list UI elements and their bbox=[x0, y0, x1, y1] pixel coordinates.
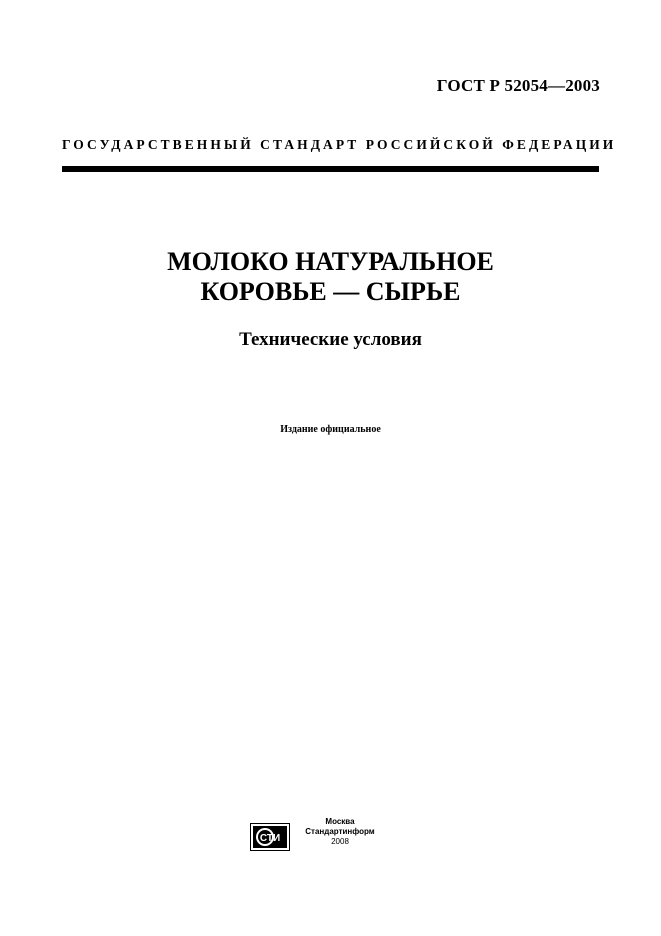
state-standard-heading: ГОСУДАРСТВЕННЫЙ СТАНДАРТ РОССИЙСКОЙ ФЕДЕРАЦИИ bbox=[62, 137, 617, 152]
document-title bbox=[0, 247, 661, 307]
publisher-name: Стандартинформ bbox=[305, 827, 375, 836]
publisher-year: 2008 bbox=[331, 837, 349, 846]
publisher-city: Москва bbox=[325, 817, 355, 826]
publisher-logo-text: СТИ bbox=[259, 833, 281, 844]
document-subtitle: Технические условия bbox=[239, 329, 422, 350]
edition-note: Издание официальное bbox=[280, 424, 381, 435]
publisher-imprint bbox=[298, 817, 382, 847]
header-divider bbox=[62, 166, 599, 172]
document-number: ГОСТ Р 52054—2003 bbox=[436, 76, 600, 95]
title-line-2: КОРОВЬЕ — СЫРЬЕ bbox=[200, 277, 461, 306]
publisher-logo-icon bbox=[250, 823, 290, 851]
title-line-1: МОЛОКО НАТУРАЛЬНОЕ bbox=[167, 247, 494, 276]
